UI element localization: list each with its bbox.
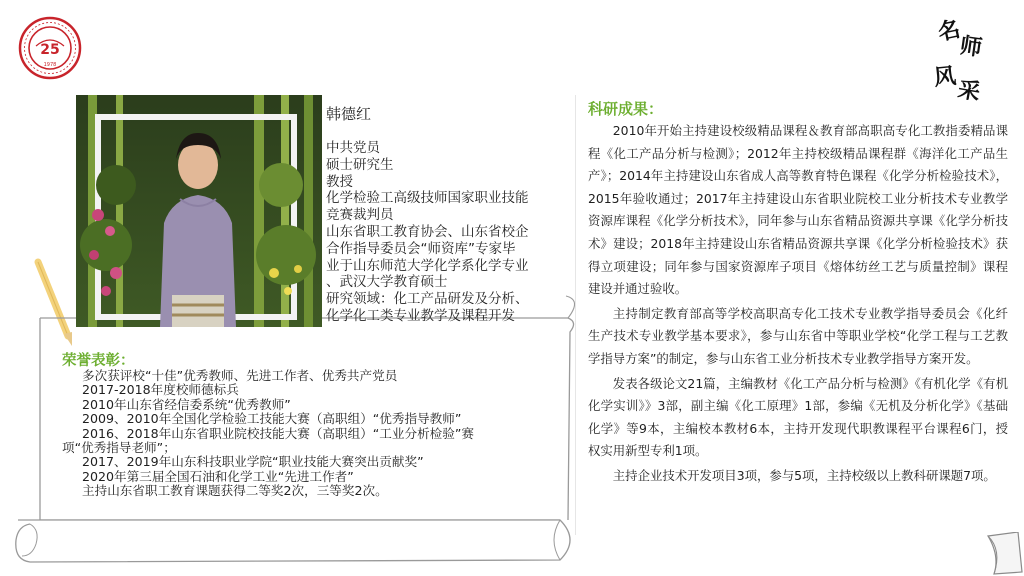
research-title: 科研成果： <box>588 100 664 118</box>
profile-line: 教授 <box>326 173 353 190</box>
honor-item: 项“优秀指导老师”； <box>62 440 176 456</box>
logo-monogram: 25 <box>40 42 60 58</box>
profile-line: 业于山东师范大学化学系化学专业 <box>326 257 529 274</box>
column-divider <box>575 95 576 535</box>
teacher-name: 韩德红 <box>326 105 372 123</box>
profile-line: 硕士研究生 <box>326 156 394 173</box>
honor-item: 2017-2018年度校师德标兵 <box>82 382 239 398</box>
pencil-icon <box>38 262 72 346</box>
heading-calligraphy <box>928 15 992 110</box>
research-paragraph: 主持制定教育部高等学校高职高专化工技术专业教学指导委员会《化纤生产技术专业教学基本要求》，参与山东省中等职业学校“化学工程与工艺教学指导方案”的制定，参与山东省工业分析技术专业教学指导方案开发。 <box>588 305 1008 366</box>
profile-line: 山东省职工教育协会、山东省校企 <box>326 223 529 240</box>
profile-line: 中共党员 <box>326 140 380 156</box>
honor-item: 主持山东省职工教育课题获得二等奖2次，三等奖2次。 <box>82 483 388 499</box>
honors-section <box>62 353 567 499</box>
research-paragraph: 发表各级论文21篇，主编教材《化工产品分析与检测》《有机化学《有机化学实训》》3部，副主编《化工原理》1部，参编《无机及分析化学》《基础化学》等9本，主编校本教材6本，主持开发现代职教课程平台课程6门，授权实用新型专利1项。 <box>588 375 1008 459</box>
profile-line: 化学检验工高级技师国家职业技能 <box>326 190 529 207</box>
profile-line: 竞赛裁判员 <box>326 207 394 224</box>
heading-char-1: 名 <box>935 15 963 47</box>
research-paragraph: 主持企业技术开发项目3项，参与5项，主持校级以上教科研课题7项。 <box>612 467 996 483</box>
honors-title: 荣誉表彰： <box>62 353 135 369</box>
honor-item: 2010年山东省经信委系统“优秀教师” <box>82 396 291 412</box>
profile-info <box>326 104 571 325</box>
heading-char-4: 采 <box>955 76 983 106</box>
logo-year: 1978 <box>43 62 57 68</box>
page-curl-decoration <box>984 532 1024 576</box>
profile-line: 、武汉大学教育硕士 <box>326 274 448 291</box>
school-logo <box>18 16 82 80</box>
teacher-portrait-image <box>76 95 322 327</box>
research-paragraph: 2010年开始主持建设校级精品课程＆教育部高职高专化工教指委精品课程《化工产品分析与检测》；2012年主持校级精品课程群《海洋化工产品生产》；2014年主持建设山东省成人高等教育特色课程《化学分析检验技术》，2015年验收通过；2017年主持建设山东省职业院校工业分析技术专业教学资源库课程《化学分析技术》，同年参与山东省精品资源共享课《化学分析技术》建设；2018年主持建设山东省精品资源共享课《化学分析检验技术》获得立项建设；同年参与国家资源库子项目《熔体纺丝工艺与质量控制》课程建设并通过验收。 <box>588 123 1008 297</box>
teacher-photo <box>76 95 322 327</box>
profile-line: 研究领域：化工产品研发及分析、 <box>326 291 529 308</box>
research-section <box>588 100 1008 490</box>
profile-line: 合作指导委员会“师资库”专家毕 <box>326 240 516 257</box>
profile-line: 化学化工类专业教学及课程开发 <box>326 307 515 324</box>
heading-char-3: 风 <box>932 62 958 92</box>
honor-item: 多次获评校“十佳”优秀教师、先进工作者、优秀共产党员 <box>82 368 398 383</box>
honor-item: 2020年第三届全国石油和化学工业“先进工作者” <box>82 468 354 484</box>
honor-item: 2016、2018年山东省职业院校技能大赛（高职组）“工业分析检验”赛 <box>82 425 474 441</box>
heading-char-2: 师 <box>958 32 984 62</box>
honor-item: 2009、2010年全国化学检验工技能大赛（高职组）“优秀指导教师” <box>82 411 462 427</box>
honor-item: 2017、2019年山东科技职业学院“职业技能大赛突出贡献奖” <box>82 454 424 470</box>
